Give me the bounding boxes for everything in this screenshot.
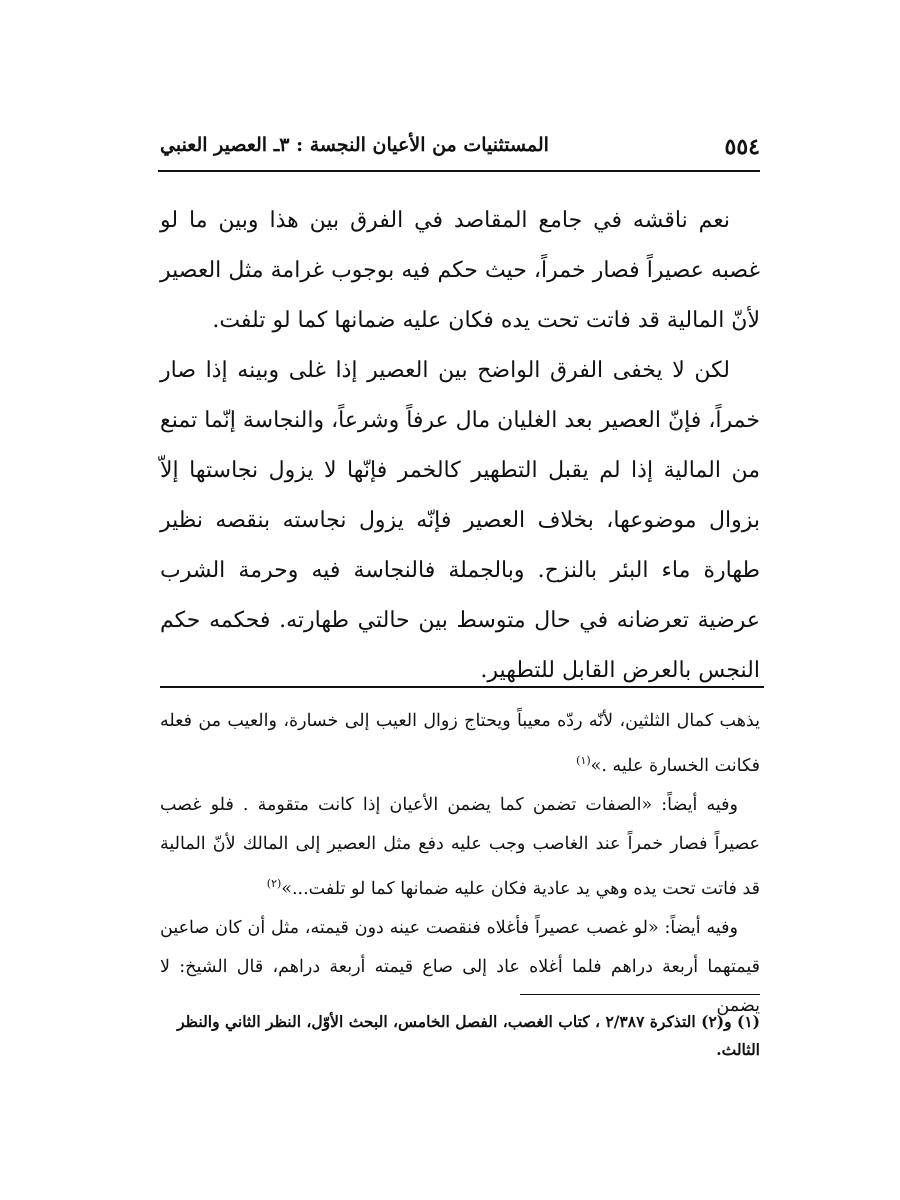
footnote-ref: (٢) [266,876,282,890]
header-divider [158,170,760,172]
note-paragraph [160,702,760,786]
main-text [160,196,760,696]
note-text: وفيه أيضاً: «الصفات تضمن كما يضمن الأعيان إذا كانت متقومة . فلو غصب عصيراً فصار خمراً عند الغاصب وجب عليه دفع مثل العصير إلى المالك لأنّ المالية قد فاتت تحت يده وهي يد عادية فكان عليه ضمانها كما لو تلفت...» [160,794,760,899]
note-text: يذهب كمال الثلثين، لأنّه ردّه معيباً ويحتاج زوال العيب إلى خسارة، والعيب من فعله فكانت الخسارة عليه .» [160,711,760,776]
page-header [160,128,760,168]
page-number: ٥٥٤ [724,134,760,160]
note-text: وفيه أيضاً: «لو غصب عصيراً فأغلاه فنقصت عينه دون قيمته، مثل أن كان صاعين قيمتهما أربعة دراهم فلما أغلاه عاد إلى صاع قيمته أربعة دراهم، قال الشيخ: لا يضمن [160,917,760,1016]
notes-divider [160,686,764,688]
footnote-divider [520,994,760,995]
notes-section [160,702,760,1026]
note-paragraph [160,786,760,909]
paragraph: لكن لا يخفى الفرق الواضح بين العصير إذا غلى وبينه إذا صار خمراً، فإنّ العصير بعد الغليان مال عرفاً وشرعاً، والنجاسة إنّما تمنع من المالية إذا لم يقبل التطهير كالخمر فإنّها لا يزول نجاستها إلاّ بزوال موضوعها، بخلاف العصير فإنّه يزول نجاسته بنقصه نظير طهارة ماء البئر بالنزح. وبالجملة فالنجاسة فيه وحرمة الشرب عرضية تعرضانه في حال متوسط بين حالتي طهارته. فحكمه حكم النجس بالعرض القابل للتطهير. [160,358,761,683]
running-title: المستثنيات من الأعيان النجسة : ٣ـ العصير العنبي [160,134,549,156]
footnote: (١) و(٢) التذكرة ٢/٣٨٧ ، كتاب الغصب، الفصل الخامس، البحث الأوّل، النظر الثاني والنظر الثالث. [177,1012,760,1059]
footnote-ref: (١) [576,754,591,767]
paragraph: نعم ناقشه في جامع المقاصد في الفرق بين هذا وبين ما لو غصبه عصيراً فصار خمراً، حيث حكم فيه بوجوب غرامة مثل العصير لأنّ المالية قد فاتت تحت يده فكان عليه ضمانها كما لو تلفت. [160,208,760,333]
